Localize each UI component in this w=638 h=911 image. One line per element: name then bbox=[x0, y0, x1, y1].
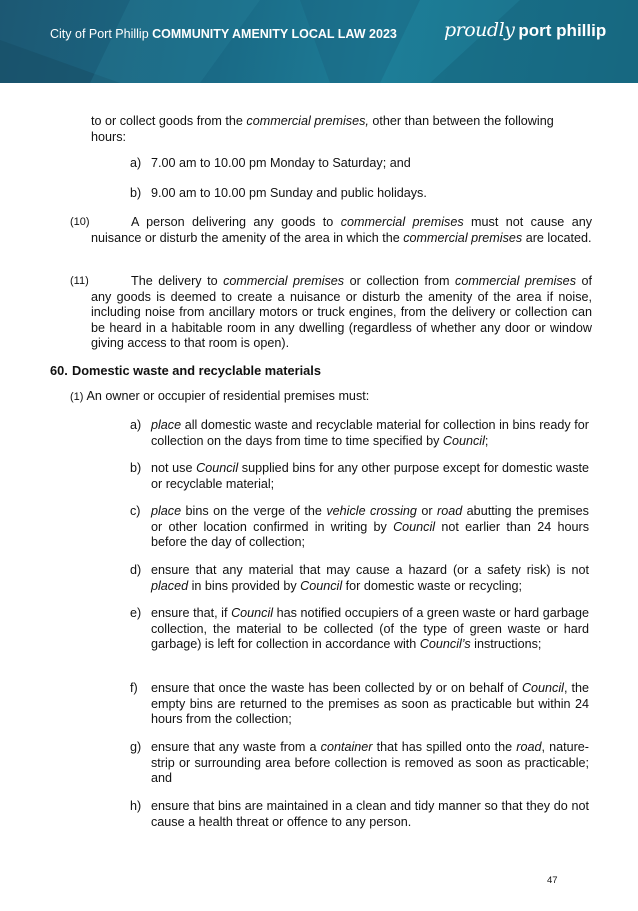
section-intro: (1) An owner or occupier of residential premises must: bbox=[70, 389, 370, 403]
list-item: g) ensure that any waste from a container that has spilled onto the road, nature-strip or surrounding area before collection is removed as soon as practicable; and bbox=[130, 740, 589, 785]
paragraph-10: (10) A person delivering any goods to commercial premises must not cause any nuisance or disturb the amenity of the area in which the commercial premises are located. bbox=[70, 215, 592, 245]
list-item: c) place bins on the verge of the vehicle crossing or road abutting the premises or other location confirmed in writing by Council not earlier than 24 hours before the day of collection; bbox=[130, 504, 589, 549]
list-item: a) 7.00 am to 10.00 pm Monday to Saturday; and bbox=[130, 156, 411, 170]
paragraph-continuation: to or collect goods from the commercial premises, other than between the following hours: bbox=[91, 114, 554, 144]
list-item: d) ensure that any material that may cause a hazard (or a safety risk) is not placed in bins provided by Council for domestic waste or recycling; bbox=[130, 563, 589, 593]
list-item: h) ensure that bins are maintained in a clean and tidy manner so that they do not cause a health threat or offence to any person. bbox=[130, 799, 589, 829]
port-phillip-logo: proudly port phillip bbox=[444, 19, 607, 41]
list-item: b) not use Council supplied bins for any other purpose except for domestic waste or recyclable material; bbox=[130, 461, 589, 491]
list-item: a) place all domestic waste and recyclable material for collection in bins ready for collection on the days from time to time specified by Council; bbox=[130, 418, 589, 448]
list-item: f) ensure that once the waste has been collected by or on behalf of Council, the empty bins are returned to the premises as soon as practicable but within 24 hours from the collection; bbox=[130, 681, 589, 726]
list-item: e) ensure that, if Council has notified occupiers of a green waste or hard garbage collection, the material to be collected (of the type of green waste or hard garbage) is left for collection in accordance with Council’s instructions; bbox=[130, 606, 589, 651]
section-heading: 60. Domestic waste and recyclable materials bbox=[50, 363, 321, 378]
paragraph-11: (11) The delivery to commercial premises or collection from commercial premises of any goods is deemed to create a nuisance or disturb the amenity of the area if noise, including noise from ancillary motors or truck engines, from the delivery or collection can be heard in a habitable room in any dwelling (regardless of whether any door or window giving access to that room is open). bbox=[70, 274, 593, 350]
list-item: b) 9.00 am to 10.00 pm Sunday and public holidays. bbox=[130, 186, 427, 200]
document-title: City of Port Phillip COMMUNITY AMENITY LOCAL LAW 2023 bbox=[50, 27, 397, 41]
page-number: 47 bbox=[547, 875, 558, 886]
